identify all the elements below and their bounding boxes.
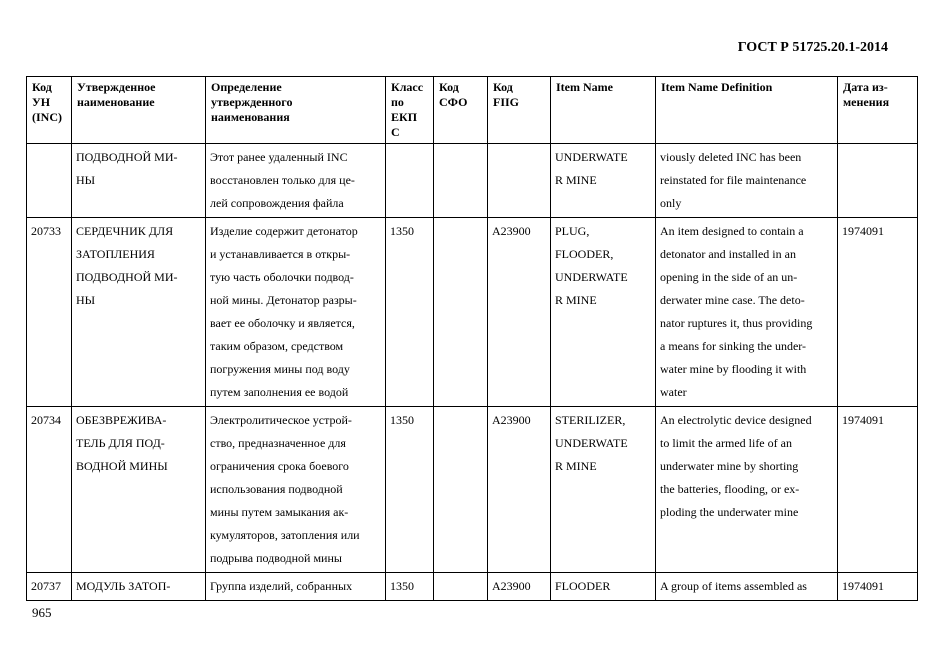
table-body bbox=[27, 144, 918, 601]
cell-approved-name bbox=[72, 144, 206, 218]
cell-text: A23900 bbox=[492, 579, 531, 593]
cell-class bbox=[386, 573, 434, 601]
cell-item-definition bbox=[656, 573, 838, 601]
cell-text: FLOODER bbox=[555, 579, 611, 593]
col-header-label: Код УН (INC) bbox=[32, 80, 62, 124]
header-row bbox=[27, 77, 918, 144]
items-table bbox=[26, 76, 918, 601]
cell-text: STERILIZER, UNDERWATE R MINE bbox=[555, 413, 628, 473]
cell-inc bbox=[27, 573, 72, 601]
cell-sfo bbox=[434, 218, 488, 407]
cell-definition bbox=[206, 218, 386, 407]
col-header-item-name bbox=[551, 77, 656, 144]
col-header-change-date bbox=[838, 77, 918, 144]
cell-text: 20734 bbox=[31, 413, 61, 427]
cell-text: 20733 bbox=[31, 224, 61, 238]
col-header-label: Класс по ЕКП С bbox=[391, 80, 424, 139]
col-header-approved-name bbox=[72, 77, 206, 144]
col-header-class bbox=[386, 77, 434, 144]
cell-text: 1974091 bbox=[842, 579, 884, 593]
cell-class bbox=[386, 218, 434, 407]
col-header-label: Item Name Definition bbox=[661, 80, 773, 94]
cell-approved-name bbox=[72, 218, 206, 407]
cell-fiig bbox=[488, 407, 551, 573]
cell-inc bbox=[27, 407, 72, 573]
cell-text: An item designed to contain a detonator and installed in an opening in the side of an un- derwater mine case. The deto- nator ruptures it, thus providing a means for sinking the under- water mine by flooding it with water bbox=[660, 224, 813, 399]
cell-text: 1350 bbox=[390, 579, 414, 593]
cell-change-date bbox=[838, 144, 918, 218]
cell-text: A group of items assembled as bbox=[660, 579, 807, 593]
cell-item-name bbox=[551, 407, 656, 573]
cell-text: ПОДВОДНОЙ МИ- НЫ bbox=[76, 150, 178, 187]
cell-sfo bbox=[434, 144, 488, 218]
cell-text: Этот ранее удаленный INC восстановлен только для це- лей сопровождения файла bbox=[210, 150, 355, 210]
col-header-label: Определение утвержденного наименования bbox=[211, 80, 293, 124]
cell-class bbox=[386, 144, 434, 218]
cell-item-definition bbox=[656, 407, 838, 573]
cell-fiig bbox=[488, 144, 551, 218]
cell-fiig bbox=[488, 218, 551, 407]
col-header-label: Утвержденное наименование bbox=[77, 80, 156, 109]
table-header bbox=[27, 77, 918, 144]
cell-text: СЕРДЕЧНИК ДЛЯ ЗАТОПЛЕНИЯ ПОДВОДНОЙ МИ- НЫ bbox=[76, 224, 178, 307]
cell-item-name bbox=[551, 573, 656, 601]
cell-sfo bbox=[434, 573, 488, 601]
col-header-label: Код СФО bbox=[439, 80, 468, 109]
col-header-inc bbox=[27, 77, 72, 144]
cell-sfo bbox=[434, 407, 488, 573]
cell-text: UNDERWATE R MINE bbox=[555, 150, 628, 187]
cell-change-date bbox=[838, 218, 918, 407]
col-header-label: Код FIIG bbox=[493, 80, 520, 109]
cell-text: Группа изделий, собранных bbox=[210, 579, 353, 593]
col-header-label: Item Name bbox=[556, 80, 613, 94]
cell-text: МОДУЛЬ ЗАТОП- bbox=[76, 579, 171, 593]
cell-change-date bbox=[838, 407, 918, 573]
cell-text: A23900 bbox=[492, 224, 531, 238]
col-header-sfo bbox=[434, 77, 488, 144]
cell-definition bbox=[206, 407, 386, 573]
cell-class bbox=[386, 407, 434, 573]
cell-text: 20737 bbox=[31, 579, 61, 593]
cell-text: An electrolytic device designed to limit the armed life of an underwater mine by shorting the batteries, flooding, or ex- ploding the underwater mine bbox=[660, 413, 812, 519]
col-header-label: Дата из- менения bbox=[843, 80, 890, 109]
cell-text: A23900 bbox=[492, 413, 531, 427]
cell-text: Изделие содержит детонатор и устанавливается в откры- тую часть оболочки подвод- ной мины. Детонатор разры- вает ее оболочку и является, таким образом, средством погружения мины под воду путем заполнения ее водой bbox=[210, 224, 358, 399]
cell-change-date bbox=[838, 573, 918, 601]
cell-inc bbox=[27, 218, 72, 407]
cell-item-definition bbox=[656, 144, 838, 218]
cell-text: PLUG, FLOODER, UNDERWATE R MINE bbox=[555, 224, 628, 307]
cell-text: 1974091 bbox=[842, 413, 884, 427]
cell-definition bbox=[206, 144, 386, 218]
cell-text: 1350 bbox=[390, 413, 414, 427]
cell-approved-name bbox=[72, 573, 206, 601]
cell-item-name bbox=[551, 144, 656, 218]
cell-text: viously deleted INC has been reinstated for file maintenance only bbox=[660, 150, 807, 210]
table-row bbox=[27, 218, 918, 407]
cell-text: 1350 bbox=[390, 224, 414, 238]
document-standard-number: ГОСТ Р 51725.20.1-2014 bbox=[737, 40, 888, 55]
col-header-definition bbox=[206, 77, 386, 144]
cell-fiig bbox=[488, 573, 551, 601]
cell-text: 1974091 bbox=[842, 224, 884, 238]
table-row bbox=[27, 407, 918, 573]
cell-item-name bbox=[551, 218, 656, 407]
table-row bbox=[27, 573, 918, 601]
cell-text: ОБЕЗВРЕЖИВА- ТЕЛЬ ДЛЯ ПОД- ВОДНОЙ МИНЫ bbox=[76, 413, 168, 473]
cell-inc bbox=[27, 144, 72, 218]
cell-item-definition bbox=[656, 218, 838, 407]
col-header-item-definition bbox=[656, 77, 838, 144]
cell-text: Электролитическое устрой- ство, предназначенное для ограничения срока боевого использования подводной мины путем замыкания ак- кумуляторов, затопления или подрыва подводной мины bbox=[210, 413, 360, 565]
cell-definition bbox=[206, 573, 386, 601]
cell-approved-name bbox=[72, 407, 206, 573]
page-number: 965 bbox=[32, 605, 52, 620]
table-row bbox=[27, 144, 918, 218]
col-header-fiig bbox=[488, 77, 551, 144]
